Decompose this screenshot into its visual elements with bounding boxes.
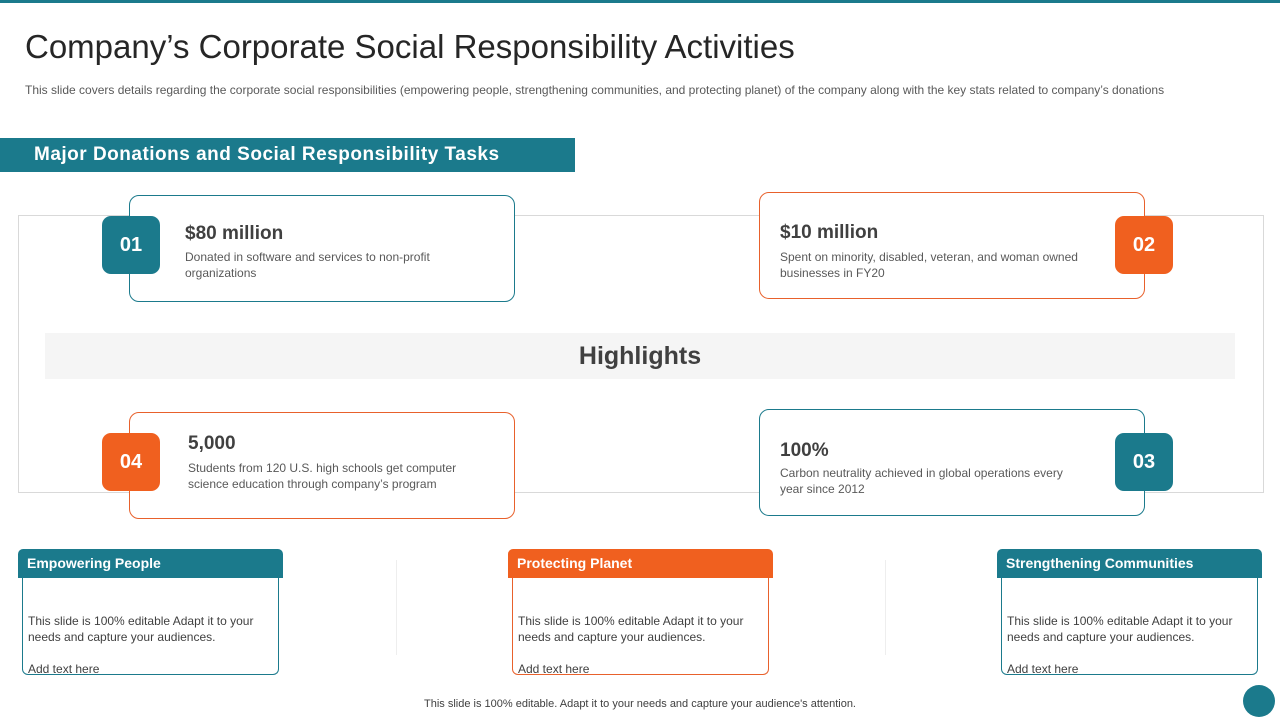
category-header (997, 549, 1262, 578)
stat-card-02 (759, 192, 1145, 299)
top-accent-bar (0, 0, 1280, 3)
stat-card-03 (759, 409, 1145, 516)
category-card-empowering-people (18, 549, 283, 675)
page-subtitle: This slide covers details regarding the corporate social responsibilities (empowering people, strengthening communities, and protecting planet) of the company along with the key stats related to company’s donations (25, 83, 1165, 97)
stat-value: $10 million (780, 222, 879, 243)
number-badge-03: 03 (1115, 433, 1173, 491)
category-add-text: Add text here (1007, 662, 1079, 676)
category-title: Protecting Planet (517, 555, 633, 571)
category-card-body (512, 571, 769, 675)
stat-description: Spent on minority, disabled, veteran, and woman owned businesses in FY20 (780, 250, 1078, 280)
divider (885, 560, 886, 655)
corner-decoration-circle (1243, 685, 1275, 717)
category-card-strengthening-communities (997, 549, 1262, 675)
number-badge-01: 01 (102, 216, 160, 274)
stat-description: Carbon neutrality achieved in global operations every year since 2012 (780, 466, 1063, 496)
category-card-body (1001, 571, 1258, 675)
stat-value: 5,000 (188, 433, 236, 454)
section-banner (0, 138, 575, 172)
stat-card-04 (129, 412, 515, 519)
section-heading: Major Donations and Social Responsibility Tasks (34, 144, 500, 165)
stat-description: Donated in software and services to non-profit organizations (185, 250, 430, 280)
category-header (18, 549, 283, 578)
category-text: This slide is 100% editable Adapt it to your needs and capture your audiences. (1007, 614, 1233, 644)
highlights-panel (45, 333, 1235, 379)
category-text: This slide is 100% editable Adapt it to your needs and capture your audiences. (28, 614, 254, 644)
footer-note: This slide is 100% editable. Adapt it to your needs and capture your audience's attention. (424, 698, 856, 710)
stat-description: Students from 120 U.S. high schools get computer science education through company’s program (188, 461, 457, 491)
category-card-body (22, 571, 279, 675)
number-badge-02: 02 (1115, 216, 1173, 274)
category-add-text: Add text here (518, 662, 590, 676)
category-card-protecting-planet (508, 549, 773, 675)
page-title: Company’s Corporate Social Responsibility Activities (25, 28, 795, 65)
category-add-text: Add text here (28, 662, 100, 676)
stat-value: 100% (780, 440, 829, 461)
stat-card-01 (129, 195, 515, 302)
divider (396, 560, 397, 655)
category-title: Empowering People (27, 555, 161, 571)
highlights-label: Highlights (578, 342, 702, 370)
stat-value: $80 million (185, 223, 284, 244)
category-title: Strengthening Communities (1006, 555, 1194, 571)
category-header (508, 549, 773, 578)
category-text: This slide is 100% editable Adapt it to your needs and capture your audiences. (518, 614, 744, 644)
number-badge-04: 04 (102, 433, 160, 491)
